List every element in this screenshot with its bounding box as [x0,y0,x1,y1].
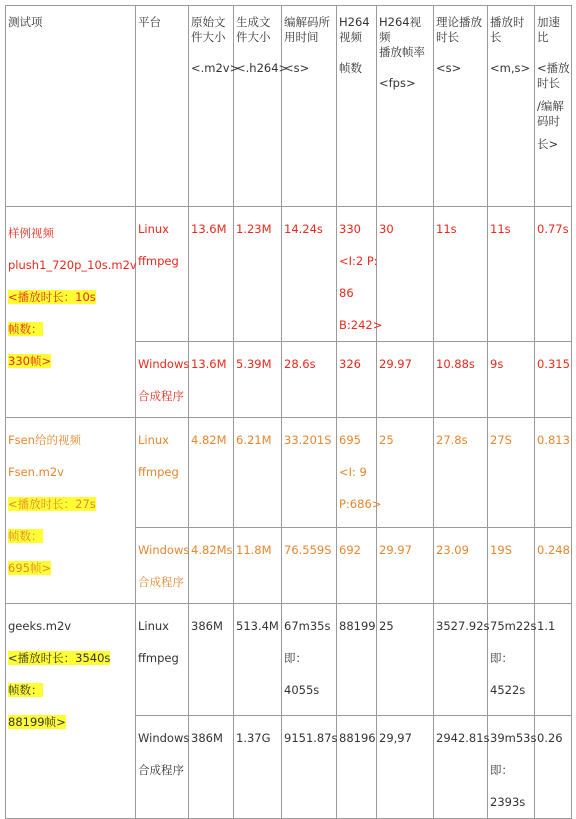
highlight-duration: <播放时长：10s [8,290,96,304]
gen-size-cell: 5.39M [234,342,282,418]
header-orig-size: 原始文 件大小 <.m2v> [189,6,234,207]
header-theory-duration: 理论播放 时长 <s> [434,6,488,207]
header-row [6,6,572,207]
test-item-cell: Fsen给的视频 Fsen.m2v <播放时长：27s 帧数： 695帧> [6,418,136,604]
table-row [6,604,572,716]
orig-size-cell: 386M [189,716,234,819]
table-row [6,418,572,528]
theory-duration-cell: 23.09 [434,528,488,604]
highlight-frames: 88199帧> [8,715,66,729]
platform-cell: Windows 合成程序 [136,716,189,819]
benchmark-table [5,5,572,819]
codec-time-cell: 14.24s [282,207,337,342]
fps-cell: 30 [377,207,434,342]
speedup-cell: 0.77s [535,207,572,342]
platform-cell: Linux ffmpeg [136,418,189,528]
orig-size-cell: 386M [189,604,234,716]
highlight-frames-label: 帧数： [8,683,43,697]
highlight-frames: 695帧> [8,561,52,575]
fps-cell: 25 [377,418,434,528]
play-duration-cell: 11s [488,207,535,342]
frames-cell: 88199 [337,604,377,716]
orig-size-cell: 13.6M [189,207,234,342]
fps-cell: 29,97 [377,716,434,819]
codec-time-cell: 28.6s [282,342,337,418]
play-duration-cell: 39m53s 即： 2393s [488,716,535,819]
header-frames: H264 视频 帧数 [337,6,377,207]
play-duration-cell: 19S [488,528,535,604]
codec-time-cell: 33.201S [282,418,337,528]
speedup-cell: 0.248 [535,528,572,604]
platform-cell: Windows 合成程序 [136,528,189,604]
fps-cell: 29.97 [377,342,434,418]
orig-size-cell: 13.6M [189,342,234,418]
header-platform: 平台 [136,6,189,207]
theory-duration-cell: 10.88s [434,342,488,418]
highlight-duration: <播放时长：3540s [8,651,111,665]
platform-cell: Windows 合成程序 [136,342,189,418]
test-item-cell: 样例视频 plush1_720p_10s.m2v <播放时长：10s 帧数： 330帧> [6,207,136,418]
highlight-frames-label: 帧数： [8,322,43,336]
codec-time-cell: 76.559S [282,528,337,604]
gen-size-cell: 1.37G [234,716,282,819]
gen-size-cell: 513.4M [234,604,282,716]
header-fps: H264视频 播放帧率 <fps> [377,6,434,207]
speedup-cell: 0.813 [535,418,572,528]
header-codec-time: 编解码所 用时间 <s> [282,6,337,207]
speedup-cell: 1.1 [535,604,572,716]
highlight-frames: 330帧> [8,354,52,368]
header-play-duration: 播放时 长 <m,s> [488,6,535,207]
frames-cell: 326 [337,342,377,418]
fps-cell: 29.97 [377,528,434,604]
fps-cell: 25 [377,604,434,716]
speedup-cell: 0.315 [535,342,572,418]
play-duration-cell: 9s [488,342,535,418]
play-duration-cell: 75m22s 即： 4522s [488,604,535,716]
gen-size-cell: 6.21M [234,418,282,528]
highlight-frames-label: 帧数： [8,529,43,543]
orig-size-cell: 4.82M [189,418,234,528]
header-test-item: 测试项 [6,6,136,207]
highlight-duration: <播放时长：27s [8,497,96,511]
play-duration-cell: 27S [488,418,535,528]
header-speedup: 加速 比 <播放 时长 /编解 码时 长> [535,6,572,207]
frames-cell: 88196 [337,716,377,819]
speedup-cell: 0.26 [535,716,572,819]
theory-duration-cell: 11s [434,207,488,342]
frames-cell: 692 [337,528,377,604]
theory-duration-cell: 2942.81s [434,716,488,819]
gen-size-cell: 1.23M [234,207,282,342]
test-item-cell: geeks.m2v <播放时长：3540s 帧数： 88199帧> [6,604,136,819]
header-gen-size: 生成文 件大小 <.h264> [234,6,282,207]
orig-size-cell: 4.82Ms [189,528,234,604]
codec-time-cell: 9151.87s [282,716,337,819]
gen-size-cell: 11.8M [234,528,282,604]
platform-cell: Linux ffmpeg [136,604,189,716]
theory-duration-cell: 3527.92s [434,604,488,716]
theory-duration-cell: 27.8s [434,418,488,528]
platform-cell: Linux ffmpeg [136,207,189,342]
table-row [6,207,572,342]
frames-cell: 695 <I: 9 P:686> [337,418,377,528]
codec-time-cell: 67m35s 即： 4055s [282,604,337,716]
frames-cell: 330 <I:2 P: 86 B:242> [337,207,377,342]
